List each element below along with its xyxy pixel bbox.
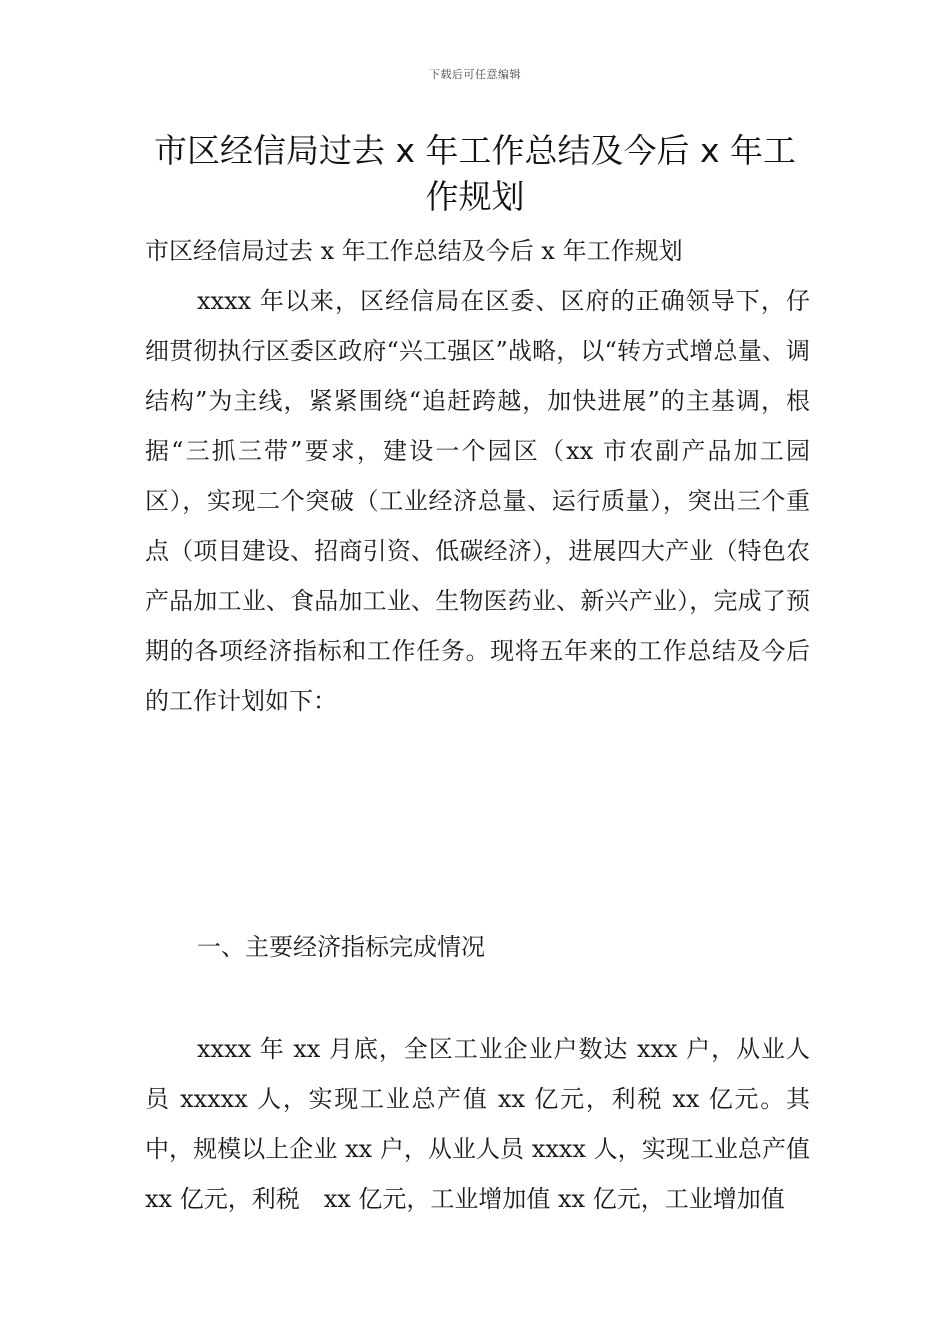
- document-title: 市区经信局过去 x 年工作总结及今后 x 年工作规划: [153, 131, 797, 216]
- header-note: 下载后可任意编辑: [429, 68, 521, 81]
- document-subtitle: 市区经信局过去 x 年工作总结及今后 x 年工作规划: [145, 237, 683, 265]
- section-heading: 一、主要经济指标完成情况: [197, 933, 485, 961]
- intro-paragraph: xxxx 年以来，区经信局在区委、区府的正确领导下，仔细贯彻执行区委区政府“兴工强区”战略，以“转方式增总量、调结构”为主线，紧紧围绕“追赶跨越，加快进展”的主基调，根据“三抓三带”要求，建设一个园区（xx 市农副产品加工园区），实现二个突破（工业经济总量、运行质量），突出三个重点（项目建设、招商引资、低碳经济），进展四大产业（特色农产品加工业、食品加工业、生物医药业、新兴产业），完成了预期的各项经济指标和工作任务。现将五年来的工作总结及今后的工作计划如下：: [145, 287, 810, 715]
- body-paragraph: xxxx 年 xx 月底，全区工业企业户数达 xxx 户，从业人员 xxxxx 人，实现工业总产值 xx 亿元，利税 xx 亿元。其中，规模以上企业 xx 户，从业人员 xxxx 人，实现工业总产值 xx 亿元，利税 xx 亿元，工业增加值 xx 亿元，工业增加值: [145, 1035, 810, 1213]
